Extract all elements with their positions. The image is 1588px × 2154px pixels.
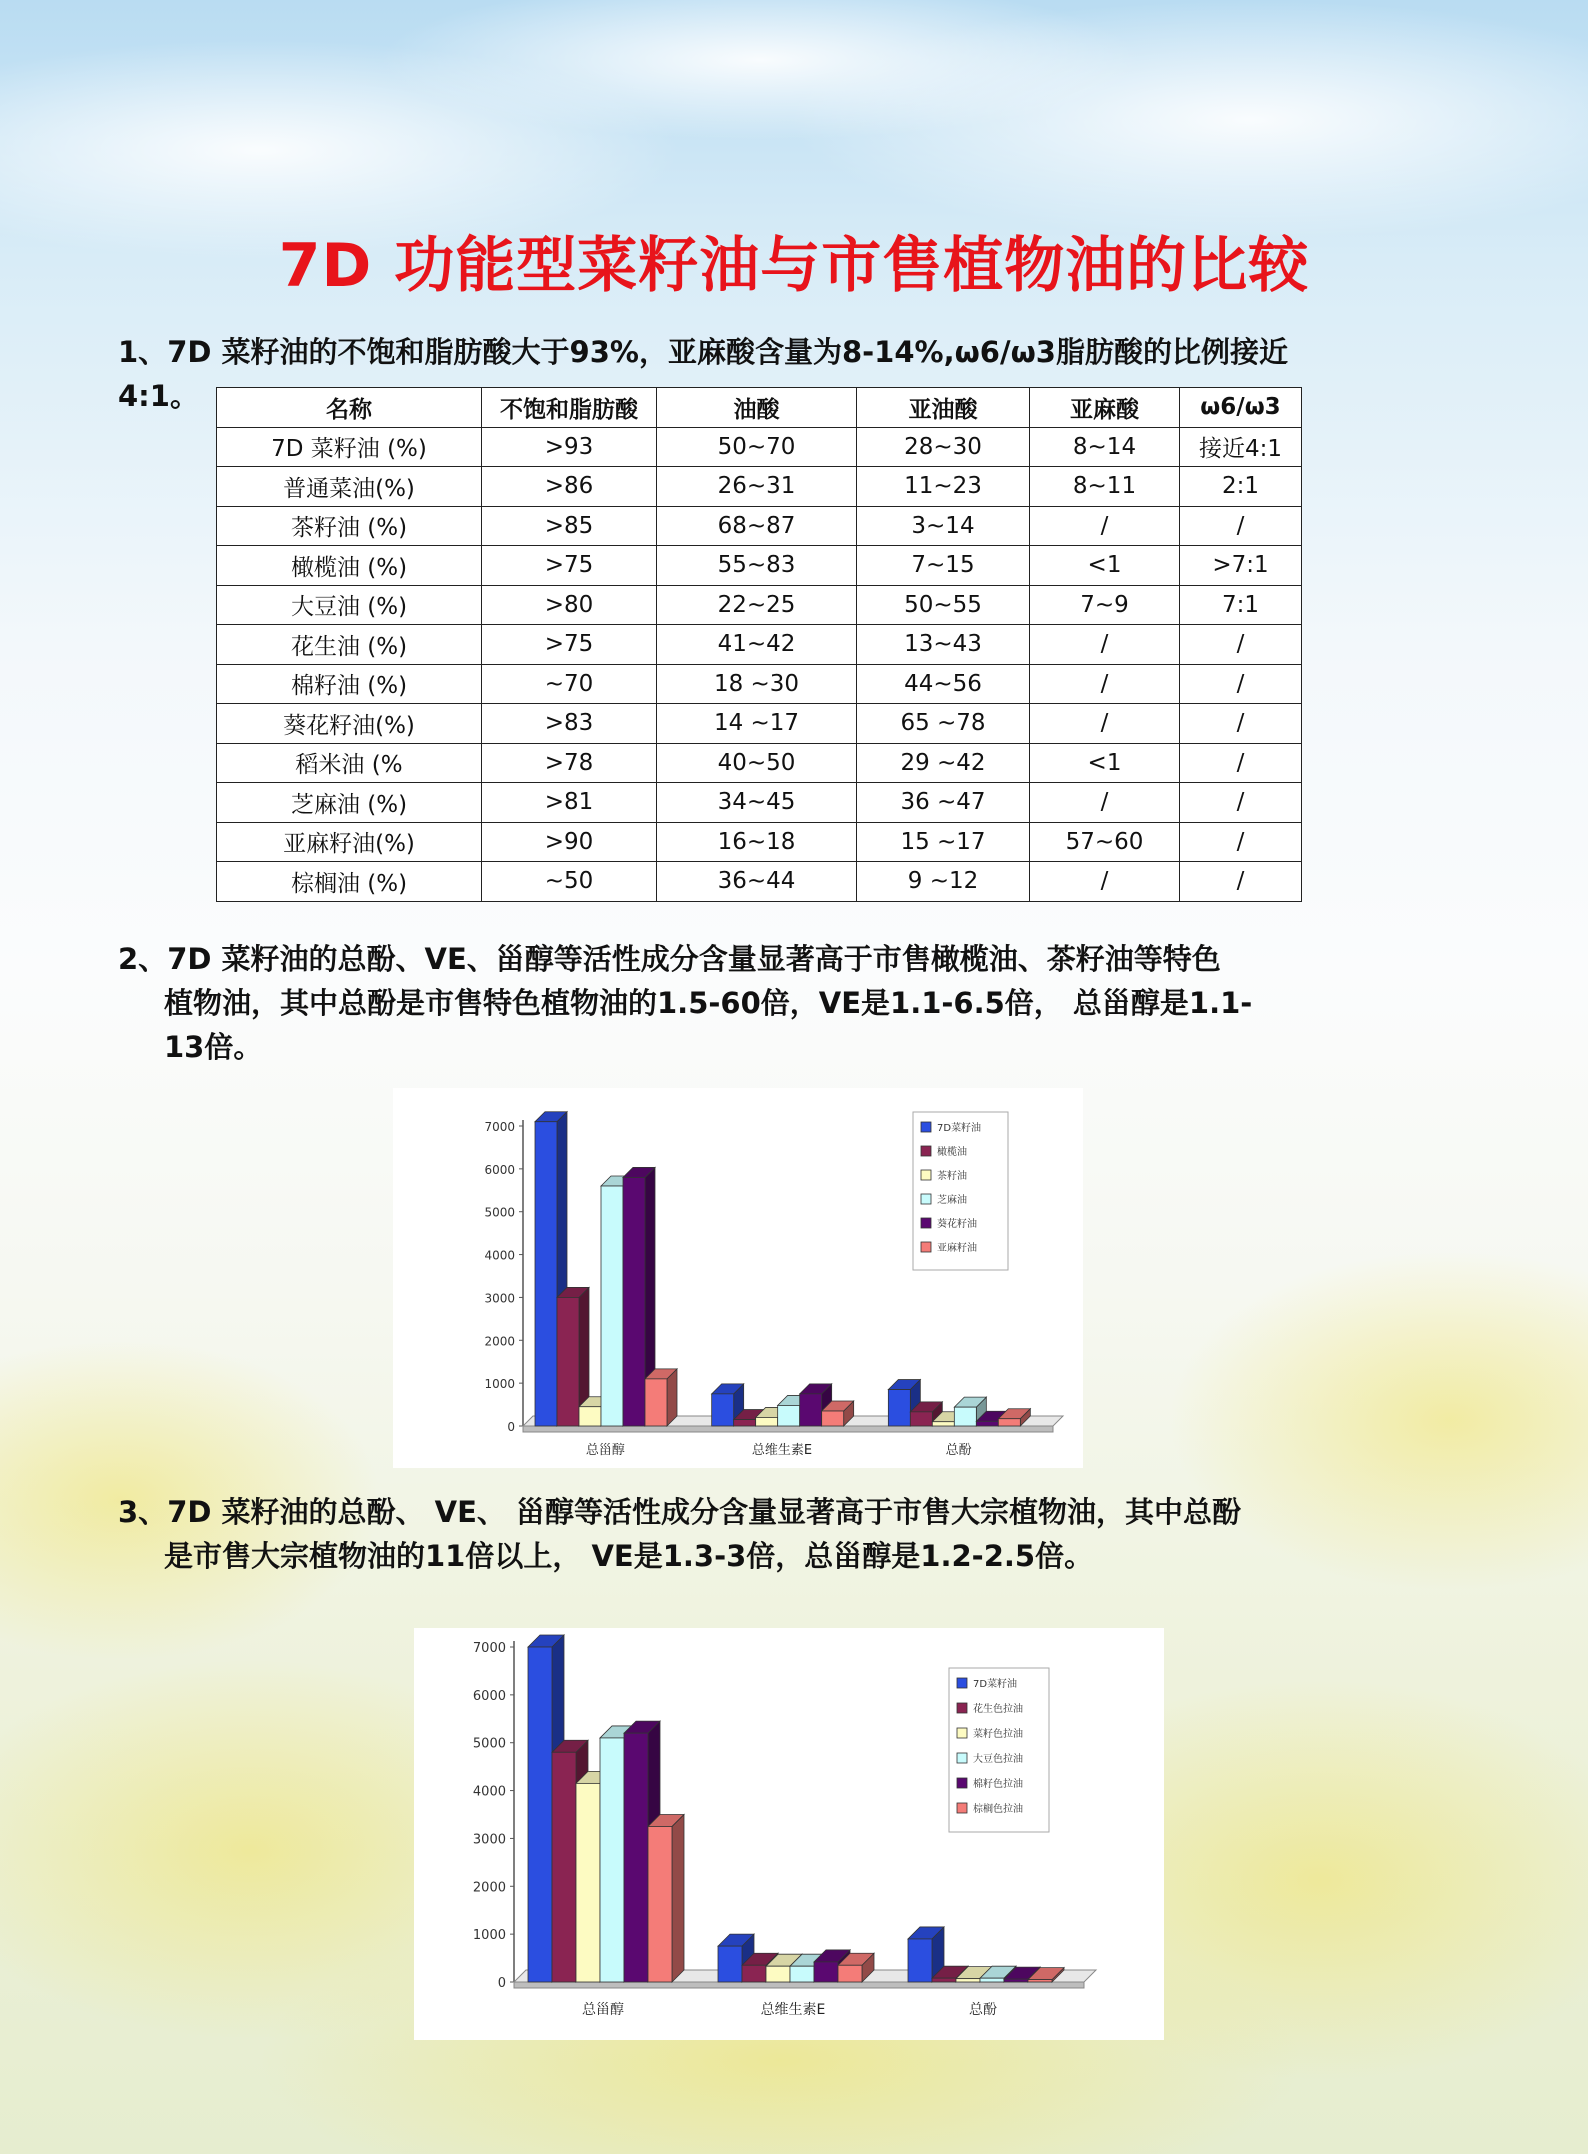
table-cell: 接近4:1	[1180, 427, 1302, 467]
x-category-label: 总甾醇	[582, 2002, 624, 2018]
y-tick-label: 7000	[472, 1641, 506, 1656]
y-tick-label: 2000	[484, 1334, 515, 1349]
legend-label: 葵花籽油	[937, 1219, 977, 1230]
table-cell: 57~60	[1030, 822, 1180, 862]
table-cell: 55~83	[657, 546, 857, 586]
section-2-number: 2、	[118, 942, 168, 976]
y-tick-label: 2000	[472, 1880, 506, 1896]
page-title	[0, 218, 1588, 304]
legend-label: 橄榄油	[937, 1147, 967, 1158]
table-cell: /	[1180, 783, 1302, 823]
legend-label: 菜籽色拉油	[973, 1729, 1023, 1740]
chart-specialty-oils-svg	[393, 1088, 1083, 1468]
x-category-label: 总酚	[969, 2002, 997, 2018]
table-cell: 68~87	[657, 506, 857, 546]
legend-label: 大豆色拉油	[973, 1754, 1023, 1765]
legend-label: 花生色拉油	[973, 1704, 1023, 1715]
table-cell: >85	[482, 506, 657, 546]
bar	[648, 1814, 684, 1982]
oil-name-cell: 稻米油 (%	[217, 743, 482, 783]
oil-name-cell: 葵花籽油(%)	[217, 704, 482, 744]
header-name: 名称	[217, 388, 482, 428]
x-category-label: 总维生素E	[760, 2002, 826, 2018]
table-cell: 7~9	[1030, 585, 1180, 625]
chart-floor-edge	[514, 1982, 1084, 1988]
table-cell: >90	[482, 822, 657, 862]
table-row	[217, 546, 1302, 586]
oil-name-cell: 大豆油 (%)	[217, 585, 482, 625]
table-row	[217, 743, 1302, 783]
table-row	[217, 467, 1302, 507]
table-cell: /	[1030, 704, 1180, 744]
table-cell: >78	[482, 743, 657, 783]
legend-swatch	[921, 1194, 931, 1204]
y-tick-label: 5000	[484, 1205, 515, 1220]
legend-swatch	[921, 1146, 931, 1156]
table-row	[217, 704, 1302, 744]
legend-label: 茶籽油	[937, 1171, 967, 1182]
table-cell: /	[1180, 704, 1302, 744]
y-tick-label: 1000	[484, 1377, 515, 1392]
table-cell: /	[1030, 783, 1180, 823]
section-3-line-1: 7D 菜籽油的总酚、 VE、 甾醇等活性成分含量显著高于市售大宗植物油，其中总酚	[167, 1495, 1241, 1529]
table-cell: >80	[482, 585, 657, 625]
table-row	[217, 862, 1302, 902]
table-cell: >81	[482, 783, 657, 823]
y-tick-label: 4000	[472, 1784, 506, 1800]
section-2-line-1: 7D 菜籽油的总酚、VE、甾醇等活性成分含量显著高于市售橄榄油、茶籽油等特色	[167, 942, 1221, 976]
legend-swatch	[957, 1803, 967, 1813]
x-category-label: 总酚	[945, 1443, 972, 1458]
table-cell: 2:1	[1180, 467, 1302, 507]
oil-name-cell: 7D 菜籽油 (%)	[217, 427, 482, 467]
table-cell: ~50	[482, 862, 657, 902]
y-tick-label: 3000	[472, 1832, 506, 1848]
oil-name-cell: 橄榄油 (%)	[217, 546, 482, 586]
table-cell: /	[1030, 862, 1180, 902]
table-cell: 28~30	[857, 427, 1030, 467]
table-cell: /	[1180, 506, 1302, 546]
table-cell: <1	[1030, 546, 1180, 586]
table-cell: 44~56	[857, 664, 1030, 704]
table-cell: >75	[482, 625, 657, 665]
header-linolenic: 亚麻酸	[1030, 388, 1180, 428]
table-cell: >86	[482, 467, 657, 507]
table-cell: /	[1180, 625, 1302, 665]
legend-label: 棉籽色拉油	[973, 1779, 1023, 1790]
table-cell: 13~43	[857, 625, 1030, 665]
legend-label: 7D菜籽油	[937, 1123, 982, 1134]
y-tick-label: 4000	[484, 1248, 515, 1263]
section-1-text: 7D 菜籽油的不饱和脂肪酸大于93%，亚麻酸含量为8-14%,ω6/ω3脂肪酸的比例接近4:1。	[118, 335, 1288, 413]
y-tick-label: 6000	[484, 1162, 515, 1177]
table-cell: 41~42	[657, 625, 857, 665]
table-cell: >83	[482, 704, 657, 744]
legend-label: 亚麻籽油	[937, 1243, 977, 1254]
section-2-line-2: 植物油，其中总酚是市售特色植物油的1.5-60倍，VE是1.1-6.5倍， 总甾醇是1.1-	[164, 986, 1253, 1020]
section-2-line-3: 13倍。	[164, 1030, 263, 1064]
table-cell: /	[1180, 743, 1302, 783]
table-cell: /	[1030, 664, 1180, 704]
y-tick-label: 5000	[472, 1736, 506, 1752]
legend-label: 芝麻油	[937, 1195, 967, 1206]
table-cell: 11~23	[857, 467, 1030, 507]
table-row	[217, 664, 1302, 704]
section-2	[118, 937, 1328, 1069]
oil-name-cell: 棉籽油 (%)	[217, 664, 482, 704]
chart-specialty-oils	[393, 1088, 1083, 1468]
table-header-row	[217, 388, 1302, 428]
table-cell: 9 ~12	[857, 862, 1030, 902]
legend-swatch	[921, 1170, 931, 1180]
table-cell: 36~44	[657, 862, 857, 902]
table-cell: 8~14	[1030, 427, 1180, 467]
oil-name-cell: 茶籽油 (%)	[217, 506, 482, 546]
table-cell: ~70	[482, 664, 657, 704]
table-cell: 22~25	[657, 585, 857, 625]
y-tick-label: 0	[497, 1976, 506, 1991]
table-cell: /	[1180, 822, 1302, 862]
table-row	[217, 783, 1302, 823]
table-cell: 34~45	[657, 783, 857, 823]
table-row	[217, 585, 1302, 625]
section-3-number: 3、	[118, 1495, 168, 1529]
header-ratio: ω6/ω3	[1180, 388, 1302, 428]
legend-swatch	[957, 1703, 967, 1713]
table-cell: >7:1	[1180, 546, 1302, 586]
chart-legend	[913, 1112, 1008, 1270]
table-row	[217, 822, 1302, 862]
x-category-label: 总维生素E	[751, 1443, 813, 1458]
chart-bulk-oils-svg	[414, 1628, 1164, 2040]
legend-label: 7D菜籽油	[973, 1679, 1018, 1690]
table-cell: 50~70	[657, 427, 857, 467]
table-cell: /	[1180, 862, 1302, 902]
oil-name-cell: 普通菜油(%)	[217, 467, 482, 507]
legend-swatch	[957, 1678, 967, 1688]
table-body	[217, 427, 1302, 901]
table-cell: /	[1180, 664, 1302, 704]
legend-swatch	[921, 1218, 931, 1228]
bar	[645, 1369, 677, 1426]
oil-name-cell: 棕榈油 (%)	[217, 862, 482, 902]
table-cell: /	[1030, 506, 1180, 546]
y-tick-label: 0	[507, 1420, 515, 1434]
table-cell: 15 ~17	[857, 822, 1030, 862]
table-cell: 29 ~42	[857, 743, 1030, 783]
header-linoleic: 亚油酸	[857, 388, 1030, 428]
oil-name-cell: 花生油 (%)	[217, 625, 482, 665]
y-tick-label: 6000	[472, 1688, 506, 1704]
legend-swatch	[957, 1728, 967, 1738]
table-cell: /	[1030, 625, 1180, 665]
header-oleic: 油酸	[657, 388, 857, 428]
table-cell: 40~50	[657, 743, 857, 783]
section-3	[118, 1490, 1328, 1578]
y-tick-label: 1000	[472, 1928, 506, 1944]
table-cell: >93	[482, 427, 657, 467]
table-cell: >75	[482, 546, 657, 586]
title-text: 7D 功能型菜籽油与市售植物油的比较	[278, 231, 1310, 301]
fatty-acid-table	[216, 387, 1302, 902]
table-row	[217, 427, 1302, 467]
table-cell: 18 ~30	[657, 664, 857, 704]
legend-swatch	[921, 1122, 931, 1132]
oil-name-cell: 亚麻籽油(%)	[217, 822, 482, 862]
chart-floor-edge	[523, 1426, 1053, 1432]
table-cell: <1	[1030, 743, 1180, 783]
oil-name-cell: 芝麻油 (%)	[217, 783, 482, 823]
table-cell: 14 ~17	[657, 704, 857, 744]
table-cell: 65 ~78	[857, 704, 1030, 744]
legend-swatch	[921, 1242, 931, 1252]
table-cell: 26~31	[657, 467, 857, 507]
legend-swatch	[957, 1778, 967, 1788]
table-cell: 7:1	[1180, 585, 1302, 625]
section-3-line-2: 是市售大宗植物油的11倍以上， VE是1.3-3倍，总甾醇是1.2-2.5倍。	[164, 1539, 1094, 1573]
table-cell: 3~14	[857, 506, 1030, 546]
chart-bulk-oils	[414, 1628, 1164, 2040]
table-row	[217, 506, 1302, 546]
y-tick-label: 7000	[484, 1120, 515, 1134]
table-cell: 36 ~47	[857, 783, 1030, 823]
table-cell: 16~18	[657, 822, 857, 862]
table-cell: 50~55	[857, 585, 1030, 625]
chart-legend	[949, 1668, 1049, 1832]
x-category-label: 总甾醇	[585, 1443, 625, 1458]
legend-label: 棕榈色拉油	[973, 1804, 1023, 1815]
table-cell: 8~11	[1030, 467, 1180, 507]
table-cell: 7~15	[857, 546, 1030, 586]
header-unsaturated: 不饱和脂肪酸	[482, 388, 657, 428]
table-row	[217, 625, 1302, 665]
section-1-number: 1、	[118, 335, 168, 369]
y-tick-label: 3000	[484, 1291, 515, 1306]
legend-swatch	[957, 1753, 967, 1763]
